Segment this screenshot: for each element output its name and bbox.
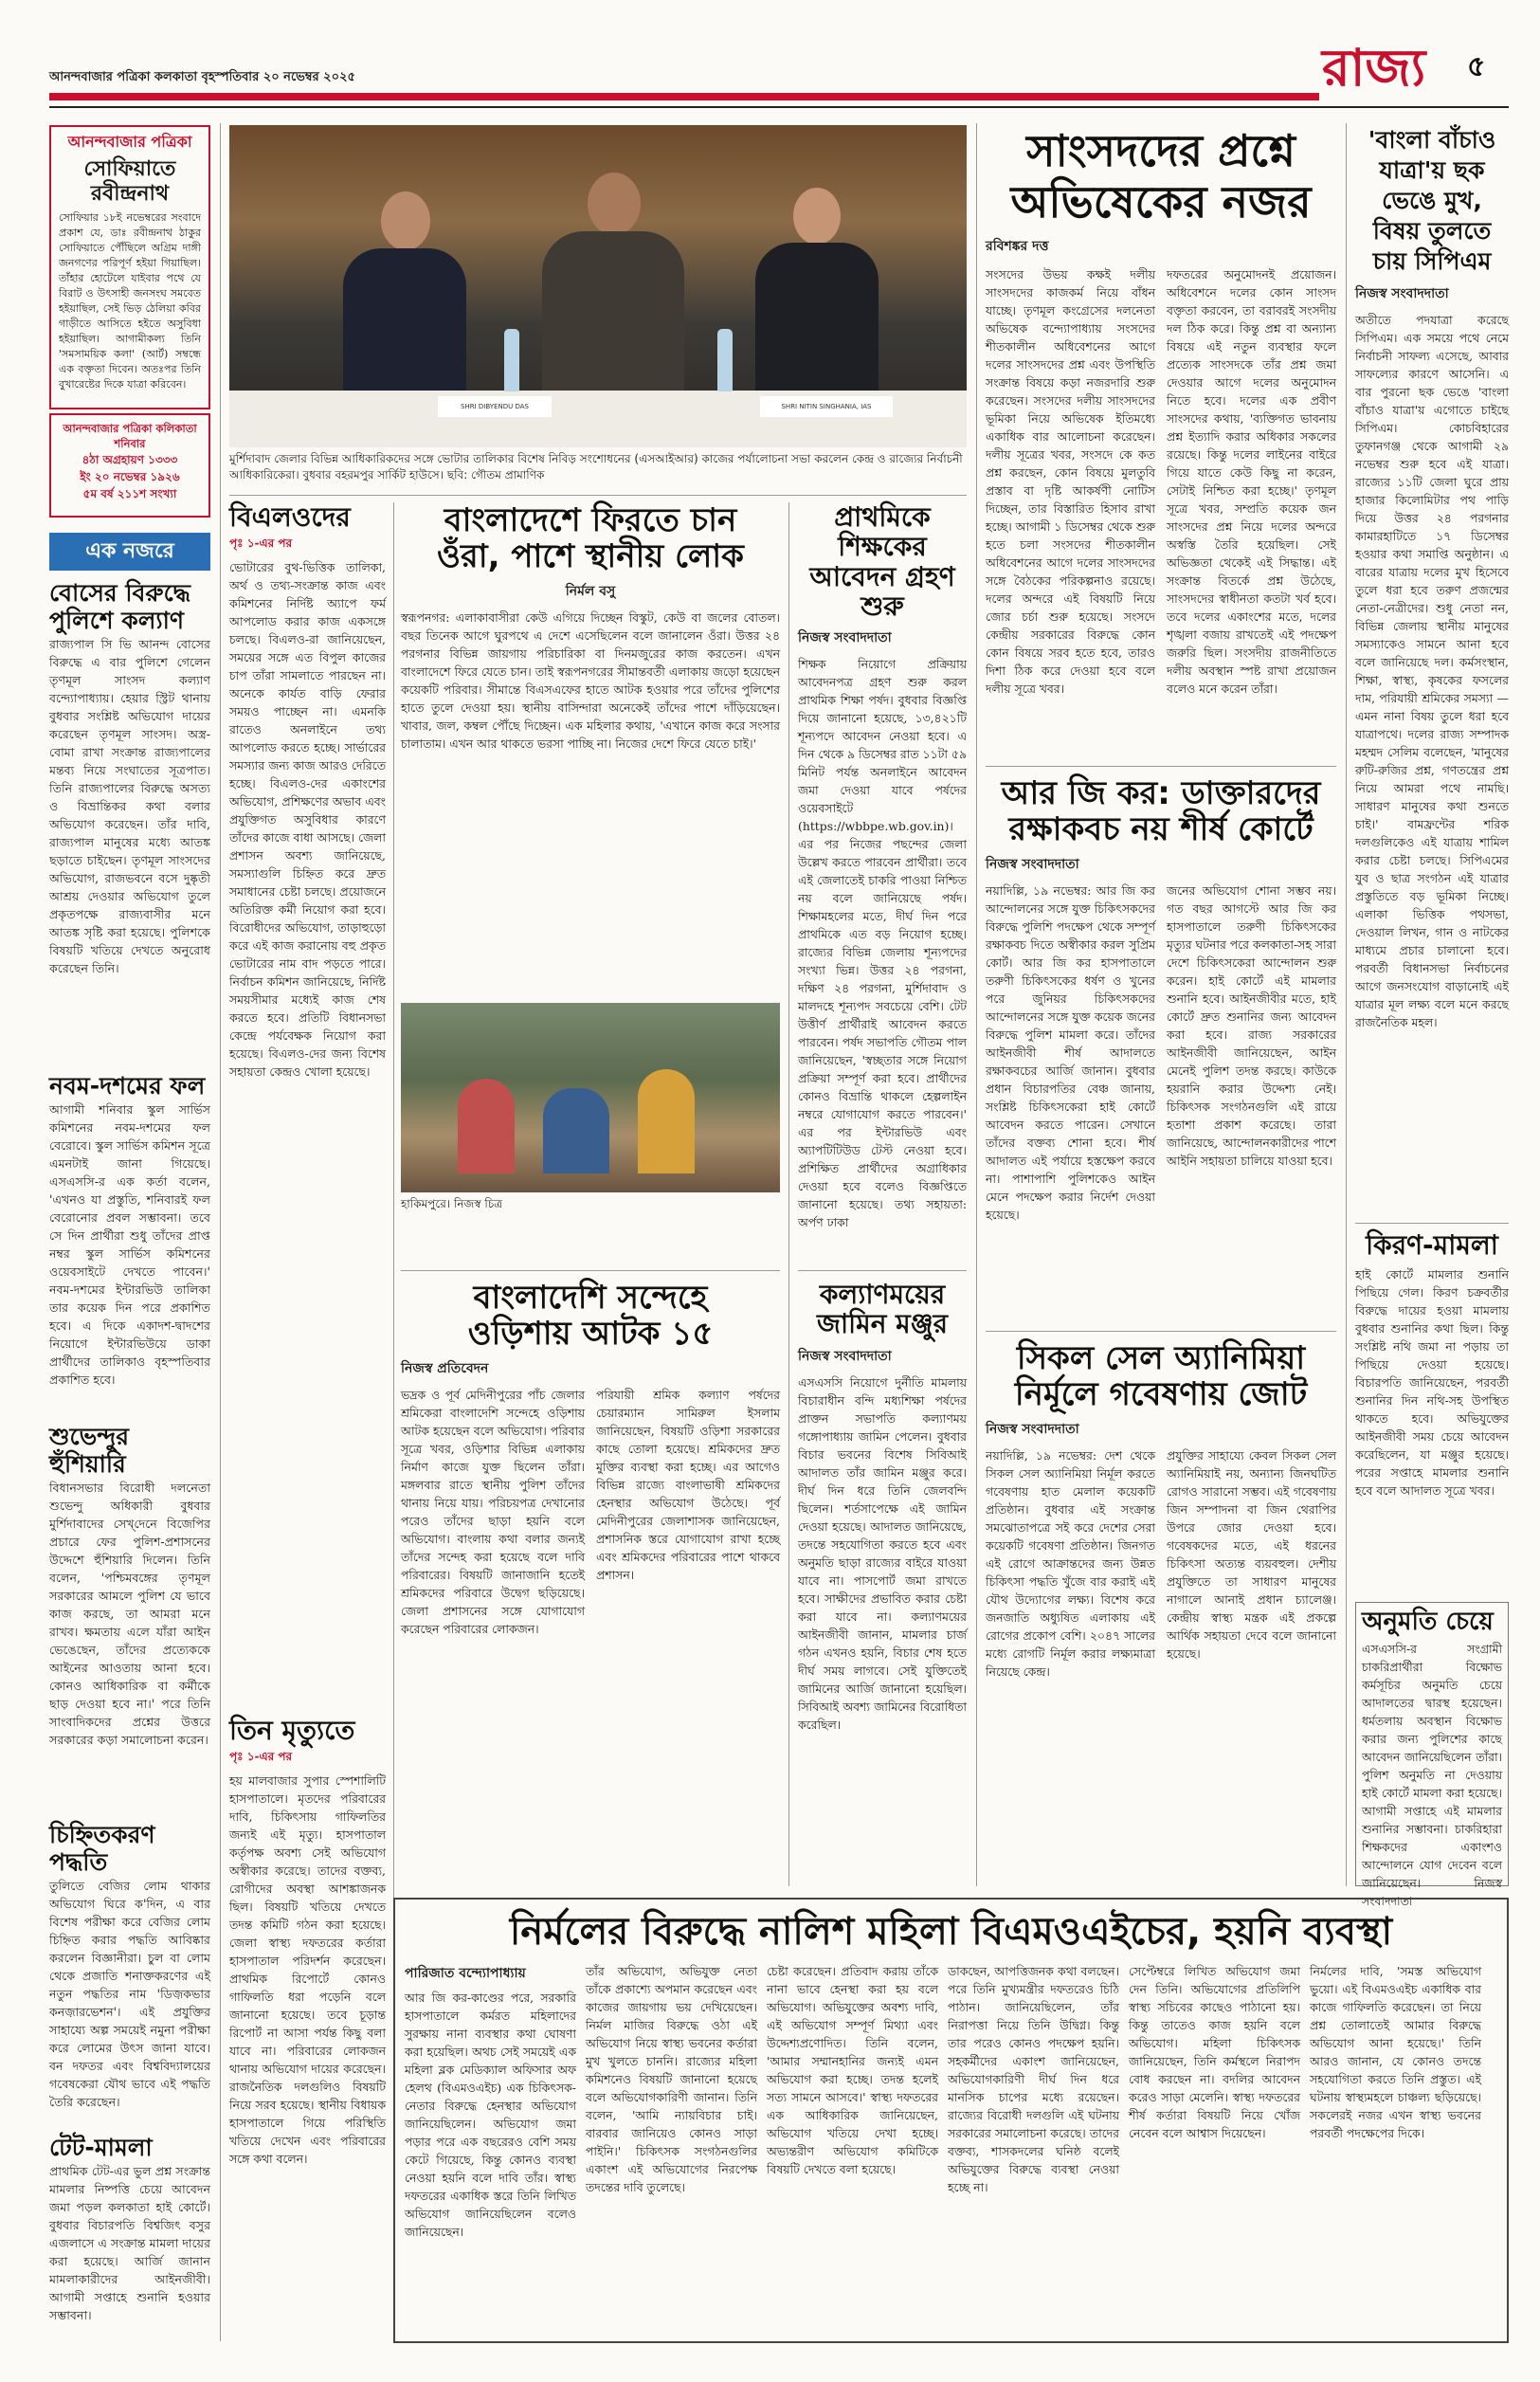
story-rg-kar <box>986 775 1336 1325</box>
brief-body: প্রাথমিক টেট-এর ভুল প্রশ্ন সংক্রান্ত মামলার নিষ্পত্তি চেয়ে আবেদন জমা পড়ল কলকাতা হাই কোর্টে। বুধবার বিচারপতি বিশ্বজিৎ বসুর এজলাসে এ সংক্রান্ত মামলা দায়ের করা হয়েছে। আর্জি জানান মামলাকারীদের আইনজীবী। আগামী সপ্তাহে শুনানি হওয়ার সম্ভাবনা। <box>49 2163 210 2322</box>
story-odisha <box>401 1280 780 1886</box>
story-divider <box>1355 1223 1509 1224</box>
story-headline: সাংসদদের প্রশ্নে <box>1026 125 1295 176</box>
story-kalyanmoy <box>798 1280 967 1886</box>
story-byline: নির্মল বসু <box>565 584 616 600</box>
jump-tag: পৃঃ ১-এর পর <box>229 1750 293 1764</box>
person-center <box>542 173 684 409</box>
list-item <box>49 1424 210 1822</box>
list-item <box>49 2135 210 2343</box>
story-headline: নির্মূলে গবেষণায় জোট <box>1014 1375 1308 1414</box>
brief-body: রাজ্যপাল সি ভি আনন্দ বোসের বিরুদ্ধে এ বার পুলিশে গেলেন তৃণমূল সাংসদ কল্যাণ বন্দ্যোপাধ্যায়। হেয়ার স্ট্রিট থানায় বুধবার সংশ্লিষ্ট অভিযোগ দায়ের করেছেন তৃণমূল সাংসদ। অস্ত্র-বোমা রাখা সংক্রান্ত রাজ্যপালের মন্তব্য নিয়ে সংঘাতের সূত্রপাত। তিনি রাজ্যপালের বিরুদ্ধে অসত্য ও বিভ্রান্তিকর কথা বলার অভিযোগ করেছেন। তাঁর দাবি, রাজ্যপাল মানুষের মধ্যে আতঙ্ক ছড়াতে চাইছেন। তৃণমূল সাংসদের অভিযোগ, রাজভবনে বসে দুষ্কৃতী আশ্রয় দেওয়ার অভিযোগ তুলে প্রকৃতপক্ষে রাজ্যবাসীর মনে আতঙ্ক সৃষ্টি করা হয়েছে। পুলিশকে বিষয়টি খতিয়ে দেখতে অনুরোধ করেছেন তিনি। <box>49 636 210 975</box>
story-headline: সিকল সেল অ্যানিমিয়া <box>1016 1339 1306 1377</box>
story-headline: ওঁরা, পাশে স্থানীয় লোক <box>437 537 744 576</box>
story-prathomik <box>798 502 967 1355</box>
story-body: এসএসসি-র সংগ্রামী চাকরিপ্রার্থীরা বিক্ষোভ কর্মসূচির অনুমতি চেয়ে আদালতের দ্বারস্থ হয়েছেন। ধর্মতলায় অবস্থান বিক্ষোভ করার জন্য পুলিশের কাছে আবেদন জানিয়েছিলেন তাঁরা। পুলিশ অনুমতি না দেওয়ায় হাই কোর্টে মামলা করা হয়েছে। আগামী সপ্তাহে এই মামলার শুনানির সম্ভাবনা। চাকরিহারা শিক্ষকদের একাংশও আন্দোলনে যোগ দেবেন বলে জানিয়েছেন। নিজস্ব সংবাদদাতা <box>1362 1642 1502 1909</box>
brief-body: আগামী শনিবার স্কুল সার্ভিস কমিশনের নবম-দশমের ফল বেরোবে। স্কুল সার্ভিস কমিশন সূত্রে এমনটাই জানা গিয়েছে। এসএসসি-র এক কর্তা বলেন, 'এখনও যা প্রস্তুতি, শনিবারই ফল বেরোনোর প্রবল সম্ভাবনা। তবে সে দিন প্রার্থীরা শুধু তাঁদের প্রাপ্ত নম্বর স্কুল সার্ভিস কমিশনের ওয়েবসাইটে দেখতে পাবেন।' নবম-দশমের ইন্টারভিউ তালিকা তার কয়েক দিন পরে প্রকাশিত হবে। এ দিকে একাদশ-দ্বাদশের নিয়োগে ইন্টারভিউয়ে ডাকা প্রার্থীদের তালিকাও বৃহস্পতিবার প্রকাশিত হবে। <box>49 1101 210 1387</box>
story-body: পরিযায়ী শ্রমিক কল্যাণ পর্ষদের চেয়ারম্যান সামিরুল ইসলাম জানিয়েছেন, বিষয়টি ওড়িশা সরকারের কাছে তোলা হয়েছে। শ্রমিকদের দ্রুত মুক্তির ব্যবস্থা করা হচ্ছে। এর আগেও বিভিন্ন রাজ্যে বাংলাভাষী শ্রমিকদের হেনস্থার অভিযোগ উঠেছে। পূর্ব মেদিনীপুরের জেলাশাসক জানিয়েছেন, প্রশাসনিক স্তরে যোগাযোগ রাখা হচ্ছে এবং শ্রমিকদের পরিবারের পাশে থাকবে প্রশাসন। <box>596 1388 780 1583</box>
masthead-rule <box>49 106 1509 108</box>
story-byline: নিজস্ব সংবাদদাতা <box>986 1422 1079 1438</box>
story-bangladesh <box>401 502 780 1242</box>
brief-headline: বোসের বিরুদ্ধে পুলিশে কল্যাণ <box>49 579 190 634</box>
story-divider <box>986 766 1336 767</box>
border-photo <box>401 1003 780 1192</box>
story-headline: রক্ষাকবচ নয় শীর্ষ কোর্টে <box>1008 810 1314 849</box>
brief-body: তুলিতে বেজির লোম থাকার অভিযোগ ঘিরে ক'দিন, এ বার বিশেষ পরীক্ষা করে বেজির লোম চিহ্নিত করার পদ্ধতি আবিষ্কার করলেন বিজ্ঞানীরা। চুল বা লোম থেকে প্রজাতি শনাক্তকরণের এই নতুন পদ্ধতির নাম 'ডিজ়কভার কনজ়ারভেশন'। এই প্রযুক্তির সাহায্যে অল্প সময়েই নমুনা পরীক্ষা করে লোমের উৎস জানা যাবে। বন দফতর এবং বিশ্ববিদ্যালয়ের গবেষকেরা যৌথ ভাবে এই পদ্ধতি তৈরি করেছেন। <box>49 1878 210 2109</box>
story-tin-mrittu <box>229 1716 386 2284</box>
story-headline: বিএলওদের <box>229 501 351 533</box>
story-sansad <box>986 125 1336 751</box>
story-body: নয়াদিল্লি, ১৯ নভেম্বর: আর জি কর আন্দোলনের সঙ্গে যুক্ত চিকিৎসকদের বিরুদ্ধে পুলিশি পদক্ষেপ থেকে সম্পূর্ণ রক্ষাকবচ দিতে অস্বীকার করল সুপ্রিম কোর্ট। আর জি কর হাসপাতালে তরুণী চিকিৎসকের ধর্ষণ ও খুনের পরে জুনিয়র চিকিৎসকদের আন্দোলনের সঙ্গে যুক্ত কয়েক জনের বিরুদ্ধে পুলিশ মামলা করে। তাঁদের আইনজীবী শীর্ষ আদালতে রক্ষাকবচের আর্জি জানান। বুধবার প্রধান বিচারপতির বেঞ্চ জানায়, সংশ্লিষ্ট চিকিৎসকেরা হাই কোর্টে আবেদন করতে পারেন। সেখানে তাঁদের বক্তব্য শোনা হবে। শীর্ষ আদালত এই পর্যায়ে হস্তক্ষেপ করবে না। পাশাপাশি পুলিশকেও আইন মেনে পদক্ষেপ করার নির্দেশ দেওয়া হয়েছে। <box>986 883 1155 1223</box>
story-headline: তিন মৃত্যুতে <box>229 1715 355 1746</box>
story-bangla-bachao <box>1355 125 1509 1215</box>
name-card: SHRI NITIN SINGHANIA, IAS <box>760 396 893 417</box>
story-body: তাঁর অভিযোগ, অভিযুক্ত নেতা তাঁকে প্রকাশ্যে অপমান করেছেন এবং কাজের জায়গায় ভয় দেখিয়েছেন। নির্মল মাজির বিরুদ্ধে ওঠা এই অভিযোগ নিয়ে স্বাস্থ্য ভবনের কর্তারা মুখ খুলতে চাননি। রাজ্যের মহিলা কমিশনেও বিষয়টি জানানো হয়েছে বলে অভিযোগকারিণী জানান। তিনি বলেন, 'আমি ন্যায়বিচার চাই। বারবার জানিয়েও কোনও সাড়া পাইনি।' চিকিৎসক সংগঠনগুলির একাংশ এই অভিযোগের নিরপেক্ষ তদন্তের দাবি তুলেছে। <box>586 1964 757 2194</box>
photo-divider <box>229 495 967 496</box>
story-byline: নিজস্ব সংবাদদাতা <box>986 857 1079 873</box>
promo-date-1: ৪ঠা অগ্রহায়ণ ১৩৩৩ <box>82 453 178 466</box>
story-bielo <box>229 502 386 1716</box>
story-byline: রবিশঙ্কর দত্ত <box>986 239 1049 254</box>
person-right <box>755 188 879 409</box>
story-headline: বাংলাদেশে ফিরতে চান <box>444 501 737 539</box>
promo-body: সোফিয়ার ১৮ই নভেম্বরের সংবাদে প্রকাশ যে, ডাঃ রবীন্দ্রনাথ ঠাকুর সোফিয়াতে পৌঁছিলে অগ্রিম দাঙ্গী জনগণের পরিপূর্ণ হইয়া গিয়াছিল। তাঁহার হোটেলে যাইবার পথে যে বিরাট ও উৎসাহী জনসংঘ সমবেত হইয়াছিল, সেই ভিড় ঠেলিয়া কবির গাড়ীতে আসিতে হইতে অসুবিধা হইয়াছিল। আগামীকল্য তিনি 'সমসাময়িক কলা' (আর্ট) সম্বন্ধে এক বক্তৃতা দিবেন। অতঃপর তিনি বুখারেষ্টের দিকে যাত্রা করিবেন। <box>59 211 201 391</box>
story-kiran <box>1355 1230 1509 1591</box>
water-bottle-icon <box>504 329 519 391</box>
story-body: হাই কোর্টে মামলার শুনানি পিছিয়ে গেল। কিরণ চক্রবর্তীর বিরুদ্ধে দায়ের হওয়া মামলায় বুধবার শুনানির কথা ছিল। কিন্তু সংশ্লিষ্ট নথি জমা না পড়ায় তা পিছিয়ে দেওয়া হয়েছে। বিচারপতি জানিয়েছেন, পরবর্তী শুনানির দিন নথি-সহ উপস্থিত থাকতে হবে। অভিযুক্তের আইনজীবী সময় চেয়ে আবেদন করেছিলেন, যা মঞ্জুর হয়েছে। পরের সপ্তাহে মামলার শুনানি হবে বলে আদালত সূত্রে খবর। <box>1355 1267 1509 1499</box>
story-body: দফতরের অনুমোদনই প্রয়োজন। অধিবেশনে দলের কোন সাংসদ বক্তৃতা করবেন, তা বরাবরই সংসদীয় দল ঠিক করে। কিন্তু প্রশ্ন বা অন্যান্য বিষয়ে এই নতুন ব্যবস্থার ফলে প্রত্যেক সাংসদকে তাঁর প্রশ্ন জমা দেওয়ার আগে দলের অনুমোদন নিতে হবে। দলের এক প্রবীণ সাংসদের কথায়, 'ব্যক্তিগত ভাবনায় প্রশ্ন ইত্যাদি করার অধিকার সকলের রয়েছে। কিন্তু দলের লাইনের বাইরে গিয়ে যাতে কেউ কিছু না করেন, সেটাই নিশ্চিত করা হচ্ছে।' তৃণমূল সূত্রে খবর, সম্প্রতি কয়েক জন সাংসদের প্রশ্ন নিয়ে দলের অন্দরে অস্বস্তি তৈরি হয়েছিল। সেই অভিজ্ঞতা থেকেই এই সিদ্ধান্ত। এই সংক্রান্ত বিতর্কে প্রশ্ন উঠেছে, সাংসদদের স্বাধীনতা কতটা খর্ব হবে। তবে দলের একাংশের মতে, দলের শৃঙ্খলা বজায় রাখতেই এই পদক্ষেপ জরুরি ছিল। সংসদীয় রাজনীতিতে দলীয় অবস্থান স্পষ্ট রাখা প্রয়োজন বলেও মনে করেন তাঁরা। <box>1167 267 1336 696</box>
story-headline: কিরণ-মামলা <box>1366 1229 1498 1261</box>
story-byline: নিজস্ব সংবাদদাতা <box>798 1348 892 1364</box>
story-body: জনের অভিযোগ শোনা সম্ভব নয়। গত বছর আগস্টে আর জি কর হাসপাতালে তরুণী চিকিৎসকের মৃত্যুর ঘটনার পরে কলকাতা-সহ সারা দেশে চিকিৎসকেরা আন্দোলন শুরু করেন। হাই কোর্টে এই মামলার শুনানি হবে। আইনজীবীর মতে, হাই কোর্টে দ্রুত শুনানির জন্য আবেদন করা হবে। রাজ্য সরকারের আইনজীবী জানিয়েছেন, আইন মেনেই পুলিশ তদন্ত করছে। কাউকে হয়রানি করার উদ্দেশ্য নেই। চিকিৎসক সংগঠনগুলি এই রায়ে হতাশা প্রকাশ করেছে। তারা জানিয়েছে, আন্দোলনকারীদের পাশে আইনি সহায়তা চালিয়ে যাওয়া হবে। <box>1167 883 1336 1169</box>
story-body: সংসদের উভয় কক্ষই দলীয় সাংসদদের কাজকর্ম নিয়ে বাঁধন যাচ্ছে। তৃণমূল কংগ্রেসের দলনেতা অভিষেক বন্দ্যোপাধ্যায় সংসদের শীতকালীন অধিবেশনের আগে দলের সাংসদদের প্রশ্ন এবং উপস্থিতি সংক্রান্ত বিষয়ে কড়া নজরদারি শুরু করেছেন। সংসদের দলীয় সাংসদদের ভূমিকা নিয়ে অভিষেক ইতিমধ্যে একাধিক বার আলোচনা করেছেন। দলীয় সূত্রের খবর, সংসদে কে কত প্রশ্ন করছেন, কোন বিষয়ে মুলতুবি প্রস্তাব বা দৃষ্টি আকর্ষণী নোটিস দিচ্ছেন, তার বিস্তারিত হিসাব রাখা হচ্ছে। আগামী ১ ডিসেম্বর থেকে শুরু হতে চলা সংসদের শীতকালীন অধিবেশনের আগে দলের সাংসদদের সঙ্গে বৈঠকের পরিকল্পনাও রয়েছে। দলের অন্দরে এই বিষয়টি নিয়ে জোর চর্চা শুরু হয়েছে। সংসদে কেন্দ্রীয় সরকারের বিরুদ্ধে কোন কোন বিষয়ে সরব হতে হবে, তারও দিশা ঠিক করে দেওয়া হবে বলে দলীয় সূত্রে খবর। <box>986 267 1155 696</box>
person-left <box>343 191 466 409</box>
story-headline: অনুমতি চেয়ে <box>1362 1608 1494 1636</box>
ek-najare-title: এক নজরে <box>49 533 210 571</box>
story-headline: আর জি কর: ডাক্তারদের <box>1001 774 1321 812</box>
section-title: রাজ্য <box>1322 38 1426 98</box>
story-byline: নিজস্ব প্রতিবেদন <box>401 1361 489 1377</box>
photo-caption: মুর্শিদাবাদ জেলার বিভিন্ন আধিকারিকদের সঙ্গে ভোটার তালিকার বিশেষ নিবিড় সংশোধনের (এসআইআর) কাজের পর্যালোচনা সভা করলেন কেন্দ্র ও রাজ্যের নির্বাচনী আধিকারিকেরা। বুধবার বহরমপুর সার্কিট হাউসে। ছবি: গৌতম প্রামাণিক <box>229 452 963 482</box>
story-byline: পারিজাত বন্দ্যোপাধ্যায় <box>405 1966 526 1981</box>
list-item <box>49 1822 210 2135</box>
jump-tag: পৃঃ ১-এর পর <box>229 536 293 551</box>
story-body: আর জি কর-কাণ্ডের পরে, সরকারি হাসপাতালে কর্মরত মহিলাদের সুরক্ষায় নানা ব্যবস্থার কথা ঘোষণা করা হয়েছিল। অথচ সেই সময়েই এক মহিলা ব্লক মেডিক্যাল অফিসার অফ হেলথ (বিএমওএইচ) এক চিকিৎসক-নেতার বিরুদ্ধে হেনস্থার অভিযোগ জানিয়েছিলেন। অভিযোগ জমা পড়ার পরে এক বছরেরও বেশি সময় কেটে গিয়েছে, কিন্তু কোনও ব্যবস্থা নেওয়া হয়নি বলে দাবি তাঁর। স্বাস্থ্য দফতরের একাধিক স্তরে তিনি লিখিত অভিযোগ জানিয়েছিলেন বলেও জানিয়েছেন। <box>405 1991 576 2239</box>
story-body: চেষ্টা করেছেন। প্রতিবাদ করায় তাঁকে নানা ভাবে হেনস্থা করা হয় বলে অভিযোগ। অভিযুক্তের অবশ্য দাবি, এই অভিযোগ সম্পূর্ণ মিথ্যা এবং উদ্দেশ্যপ্রণোদিত। তিনি বলেন, 'আমার সম্মানহানির জন্যই এমন অভিযোগ করা হচ্ছে। তদন্ত হলেই সত্য সামনে আসবে।' স্বাস্থ্য দফতরের এক আধিকারিক জানিয়েছেন, অভিযোগ খতিয়ে দেখা হচ্ছে। অভ্যন্তরীণ অভিযোগ কমিটিকে বিষয়টি দেখতে বলা হয়েছে। <box>767 1964 938 2176</box>
column-divider <box>1346 123 1347 1886</box>
page-number: ৫ <box>1467 50 1486 83</box>
water-bottle-icon <box>717 329 733 391</box>
column-divider <box>788 502 789 1886</box>
list-item <box>49 580 210 1073</box>
story-body: ডাকছেন, আপত্তিজনক কথা বলছেন। পরে তিনি মুখ্যমন্ত্রীর দফতরেও চিঠি পাঠান। জানিয়েছিলেন, তাঁর নিরাপত্তা নিয়ে তিনি উদ্বিগ্ন। কিন্তু তার পরেও কোনও পদক্ষেপ হয়নি। সহকর্মীদের একাংশ জানিয়েছেন, অভিযোগকারিণী দীর্ঘ দিন ধরে মানসিক চাপের মধ্যে রয়েছেন। রাজ্যের বিরোধী দলগুলি এই ঘটনায় সরকারের সমালোচনা করেছে। তাদের বক্তব্য, শাসকদলের ঘনিষ্ঠ বলেই অভিযুক্তের বিরুদ্ধে ব্যবস্থা নেওয়া হচ্ছে না। <box>948 1964 1119 2194</box>
story-body: এসএসসি নিয়োগে দুর্নীতি মামলায় বিচারাধীন বন্দি মধ্যশিক্ষা পর্ষদের প্রাক্তন সভাপতি কল্যাণময় গঙ্গোপাধ্যায় জামিন পেলেন। বুধবার বিচার ভবনের বিশেষ সিবিআই আদালত তাঁর জামিন মঞ্জুর করে। দীর্ঘ দিন ধরে তিনি জেলবন্দি ছিলেন। শর্তসাপেক্ষে এই জামিন দেওয়া হয়েছে। আদালত জানিয়েছে, তদন্তে সহযোগিতা করতে হবে এবং অনুমতি ছাড়া রাজ্যের বাইরে যাওয়া যাবে না। পাসপোর্ট জমা রাখতে হবে। সাক্ষীদের প্রভাবিত করার চেষ্টা করা যাবে না। কল্যাণময়ের আইনজীবী জানান, মামলার চার্জ গঠন এখনও হয়নি, বিচার শেষ হতে দীর্ঘ সময় লাগবে। সেই যুক্তিতেই জামিনের আর্জি জানানো হয়েছিল। সিবিআই অবশ্য জামিনের বিরোধিতা করেছিল। <box>798 1374 967 1732</box>
promo-date-2: ইং ২০ নভেম্বর ১৯২৬ <box>80 470 180 483</box>
promo-paper-name: আনন্দবাজার পত্রিকা <box>67 133 192 151</box>
story-sickle <box>986 1340 1336 1890</box>
story-headline: ওড়িশায় আটক ১৫ <box>467 1315 714 1354</box>
brief-headline: নবম-দশমের ফল <box>49 1072 206 1100</box>
brief-body: বিধানসভার বিরোধী দলনেতা শুভেন্দু অধিকারী বুধবার মুর্শিদাবাদের সেখ্‌দেনে বিজেপির প্রচারে ফের পুলিশ-প্রশাসনের উদ্দেশে হুঁশিয়ারি দিলেন। তিনি বলেন, 'পশ্চিমবঙ্গের তৃণমূল সরকারের আমলে পুলিশ যে ভাবে কাজ করছে, তা আমরা মনে রাখব। ক্ষমতায় এলে যাঁরা আইন ভেঙেছেন, তাঁদের প্রত্যেককে আইনের আওতায় আনা হবে। কোনও আধিকারিক বা কর্মীকে ছাড় দেওয়া হবে না।' পরে তিনি সাংবাদিকদের প্রশ্নের উত্তরে সরকারের কড়া সমালোচনা করেন। <box>49 1480 210 1747</box>
section-red-band <box>49 93 1319 100</box>
story-body: নয়াদিল্লি, ১৯ নভেম্বর: দেশ থেকে সিকল সেল অ্যানিমিয়া নির্মূল করতে গবেষণায় হাত মেলাল কয়েকটি প্রতিষ্ঠান। বুধবার এই সংক্রান্ত সমঝোতাপত্রে সই করে দেশের সেরা কয়েকটি গবেষণা প্রতিষ্ঠান। জিনগত এই রোগে আক্রান্তদের জন্য উন্নত চিকিৎসা পদ্ধতি খুঁজে বার করাই এই যৌথ উদ্যোগের লক্ষ্য। বিশেষ করে জনজাতি অধ্যুষিত এলাকায় এই রোগের প্রকোপ বেশি। ২০৪৭ সালের মধ্যে রোগটি নির্মূল করার লক্ষ্যমাত্রা নিয়েছে কেন্দ্র। <box>986 1448 1155 1680</box>
meeting-photo <box>229 125 967 447</box>
promo-headline: সোফিয়াতে রবীন্দ্রনাথ <box>83 157 176 206</box>
brief-headline: চিহ্নিতকরণ পদ্ধতি <box>49 1821 155 1876</box>
story-body: ভোটারের বুথ-ভিত্তিক তালিকা, অর্থ ও তথ্য-সংক্রান্ত কাজ এবং কমিশনের নির্দিষ্ট অ্যাপে ফর্ম আপলোড করার কাজ একসঙ্গে চলছে। বিএলও-রা জানিয়েছেন, সময়ের সঙ্গে এত বিপুল কাজের চাপ তাঁরা সামলাতে পারছেন না। অনেকে কার্যত বাড়ি ফেরার সময়ও পাচ্ছেন না। এমনকি রাতেও অনলাইনে তথ্য আপলোড করতে হচ্ছে। সার্ভারের সমস্যার জন্য কাজ আরও দেরিতে হচ্ছে। বিএলও-দের একাংশের অভিযোগ, প্রশিক্ষণের অভাব এবং প্রযুক্তিগত অসুবিধার কারণে তাঁদের কাজে বাধা আসছে। জেলা প্রশাসন অবশ্য জানিয়েছে, সমস্যাগুলি চিহ্নিত করে দ্রুত সমাধানের চেষ্টা চলছে। প্রয়োজনে অতিরিক্ত কর্মী নিয়োগ করা হবে। বিরোধীদের অভিযোগ, তাড়াহুড়ো করে এই কাজ করানোয় বহু প্রকৃত ভোটারের নাম বাদ পড়তে পারে। নির্বাচন কমিশন জানিয়েছে, নির্দিষ্ট সময়সীমার মধ্যেই কাজ শেষ করতে হবে। প্রতিটি বিধানসভা কেন্দ্রে পর্যবেক্ষক নিয়োগ করা হয়েছে। বিএলও-দের জন্য বিশেষ সহায়তা কেন্দ্রও খোলা হয়েছে। <box>229 560 386 1080</box>
story-divider <box>986 1331 1336 1332</box>
masthead <box>0 0 1540 114</box>
story-body: নির্মলের দাবি, 'সমস্ত অভিযোগ ভুয়ো। এই বিএমওএইচ একাধিক বার কাজে গাফিলতি করেছেন। তা নিয়ে প্রশ্ন তোলাতেই আমার বিরুদ্ধে অভিযোগ আনা হয়েছে।' তিনি আরও জানান, যে কোনও তদন্তে সহযোগিতা করতে তিনি প্রস্তুত। এই ঘটনায় স্বাস্থ্যমহলে চাঞ্চল্য ছড়িয়েছে। সকলেরই নজর এখন স্বাস্থ্য ভবনের পরবর্তী পদক্ষেপের দিকে। <box>1310 1964 1481 2140</box>
date-line: আনন্দবাজার পত্রিকা কলকাতা বৃহস্পতিবার ২০ নভেম্বর ২০২৫ <box>49 70 355 84</box>
story-headline: বাংলাদেশি সন্দেহে <box>473 1279 708 1317</box>
story-byline: নিজস্ব সংবাদদাতা <box>798 630 892 646</box>
story-body: শিক্ষক নিয়োগে প্রক্রিয়ায় আবেদনপত্র গ্রহণ শুরু করল প্রাথমিক শিক্ষা পর্ষদ। বুধবার বিজ্ঞপ্তি দিয়ে জানানো হয়েছে, ১৩,৪২১টি শূন্যপদে আবেদন নেওয়া হবে। এ দিন থেকে ৯ ডিসেম্বর রাত ১১টা ৫৯ মিনিট পর্যন্ত অনলাইনে আবেদন জমা দেওয়া যাবে পর্ষদের ওয়েবসাইটে (https://wbbpe.wb.gov.in)। এর পর নিজের পছন্দের জেলা উল্লেখ করতে পারবেন প্রার্থীরা। তবে এই জেলাতেই চাকরি পাওয়া নিশ্চিত নয় বলে জানিয়েছে পর্ষদ। শিক্ষামহলের মতে, দীর্ঘ দিন পরে প্রাথমিকে এত বড় নিয়োগ হচ্ছে। রাজ্যের বিভিন্ন জেলায় শূন্যপদের সংখ্যা ভিন্ন। উত্তর ২৪ পরগনা, দক্ষিণ ২৪ পরগনা, মুর্শিদাবাদ ও মালদহে শূন্যপদ সবচেয়ে বেশি। টেট উত্তীর্ণ প্রার্থীরাই আবেদন করতে পারবেন। পর্ষদ সভাপতি গৌতম পাল জানিয়েছেন, 'স্বচ্ছতার সঙ্গে নিয়োগ প্রক্রিয়া সম্পূর্ণ করা হবে। প্রার্থীদের কোনও বিভ্রান্তি থাকলে হেল্পলাইন নম্বরে যোগাযোগ করতে পারবেন।' এর পর ইন্টারভিউ এবং অ্যাপটিটিউড টেস্ট নেওয়া হবে। প্রশিক্ষিত প্রার্থীদের অগ্রাধিকার দেওয়া হবে বলেও বিজ্ঞপ্তিতে জানানো হয়েছে। তথ্য সহায়তা: অর্পণ ঢাকা <box>798 657 967 1230</box>
story-headline: 'বাংলা বাঁচাও যাত্রা'য় ছক ভেঙে মুখ, বিষয় তুলতে চায় সিপিএম <box>1368 126 1496 275</box>
column-divider <box>976 123 977 1886</box>
story-headline: কল্যাণময়ের জামিন মঞ্জুর <box>816 1279 949 1340</box>
story-body: প্রযুক্তির সাহায্যে কেবল সিকল সেল অ্যানিমিয়াই নয়, অন্যান্য জিনঘটিত রোগও সারানো সম্ভব। এই গবেষণায় জিন সম্পাদনা বা জিন থেরাপির উপরে জোর দেওয়া হবে। গবেষকদের মতে, এই ধরনের চিকিৎসা অত্যন্ত ব্যয়বহুল। দেশীয় প্রযুক্তিতে তা সাধারণ মানুষের নাগালে আনাই প্রধান চ্যালেঞ্জ। কেন্দ্রীয় স্বাস্থ্য মন্ত্রক এই প্রকল্পে আর্থিক সহায়তা দেবে বলে জানানো হয়েছে। <box>1167 1448 1336 1662</box>
story-body: হয় মালবাজার সুপার স্পেশালিটি হাসপাতালে। মৃতদের পরিবারের দাবি, চিকিৎসায় গাফিলতির জন্যই এই মৃত্যু। হাসপাতাল কর্তৃপক্ষ অবশ্য সেই অভিযোগ অস্বীকার করেছে। তাদের বক্তব্য, রোগীদের অবস্থা আশঙ্কাজনক ছিল। বিষয়টি খতিয়ে দেখতে তদন্ত কমিটি গঠন করা হয়েছে। জেলা স্বাস্থ্য দফতরের কর্তারা হাসপাতাল পরিদর্শন করেছেন। প্রাথমিক রিপোর্টে কোনও গাফিলতি ধরা পড়েনি বলে জানানো হয়েছে। তবে চূড়ান্ত রিপোর্ট না আসা পর্যন্ত কিছু বলা যাবে না। পরিবারের লোকজন থানায় অভিযোগ দায়ের করেছেন। রাজনৈতিক দলগুলিও বিষয়টি নিয়ে সরব হয়েছে। স্থানীয় বিধায়ক হাসপাতালে গিয়ে পরিস্থিতি খতিয়ে দেখেন এবং পরিবারের সঙ্গে কথা বলেন। <box>229 1773 386 2167</box>
story-headline: প্রাথমিকে শিক্ষকের আবেদন গ্রহণ শুরু <box>809 501 955 623</box>
list-item <box>49 1073 210 1424</box>
brief-headline: শুভেন্দুর হুঁশিয়ারি <box>49 1423 130 1478</box>
story-divider <box>401 1270 780 1271</box>
promo-date-title: আনন্দবাজার পত্রিকা কলিকাতা শনিবার <box>63 422 197 450</box>
photo-caption: হাকিমপুরে। নিজস্ব চিত্র <box>401 1197 503 1211</box>
story-bottom <box>393 1898 1509 2343</box>
promo-box <box>49 125 210 409</box>
story-body: স্বরূপনগর: এলাকাবাসীরা কেউ এগিয়ে দিচ্ছেন বিস্কুট, কেউ বা জলের বোতল। বছর তিনেক আগে ঘুরপথে এ দেশে এসেছিলেন বলে জানালেন ওঁরা। উত্তর ২৪ পরগনার বিভিন্ন জায়গায় পরিচারিকা বা দিনমজুরের কাজ করতেন। এখন বাংলাদেশে ফিরে যেতে চান। তাই স্বরূপনগরের সীমান্তবর্তী এলাকায় জড়ো হয়েছেন কয়েকটি পরিবার। সীমান্তে বিএসএফের হাতে আটক হওয়ার পরে তাঁদের পুলিশের হাতে তুলে দেওয়া হয়। স্থানীয় বাসিন্দারা অনেকেই তাঁদের পাশে দাঁড়িয়েছেন। খাবার, জল, কম্বল পৌঁছে দিচ্ছেন। এক মহিলার কথায়, 'এখানে কাজ করে সংসার চালাতাম। এখন আর থাকতে ভরসা পাচ্ছি না। নিজের দেশে ফিরে যেতে চাই।' <box>401 610 780 752</box>
column-divider <box>220 123 221 2341</box>
promo-date-box <box>49 413 210 518</box>
name-card: SHRI DIBYENDU DAS <box>438 396 552 417</box>
story-anumati <box>1355 1602 1509 1909</box>
story-divider <box>798 1270 967 1271</box>
brief-headline: টেট-মামলা <box>49 2134 153 2161</box>
story-body: ভদ্রক ও পূর্ব মেদিনীপুরের পাঁচ জেলার শ্রমিকেরা বাংলাদেশি সন্দেহে ওড়িশায় আটক হয়েছেন বলে অভিযোগ। পরিবার সূত্রে খবর, ওড়িশার বিভিন্ন এলাকায় নির্মাণ কাজে যুক্ত ছিলেন তাঁরা। মঙ্গলবার রাতে স্থানীয় পুলিশ তাঁদের থানায় নিয়ে যায়। পরিচয়পত্র দেখানোর পরেও তাঁদের ছাড়া হয়নি বলে অভিযোগ। বাংলায় কথা বলার জন্যই তাঁদের সন্দেহ করা হয়েছে বলে দাবি পরিবারের। বিষয়টি জানাজানি হতেই শ্রমিকদের পরিবারে উদ্বেগ ছড়িয়েছে। জেলা প্রশাসনের সঙ্গে যোগাযোগ করেছেন পরিবারের লোকজন। <box>401 1388 585 1637</box>
story-body: অতীতে পদযাত্রা করেছে সিপিএম। এক সময়ে পথে নেমে নির্বাচনী সাফল্য এসেছে, আবার সাফল্যের কারণে আসেনি। এ বার পুরনো ছক ভেঙে 'বাংলা বাঁচাও যাত্রা'য় এগোতে চাইছে সিপিএম। কোচবিহারের তুফানগঞ্জ থেকে আগামী ২৯ নভেম্বর শুরু হবে এই যাত্রা। রাজ্যের ১১টি জেলা ঘুরে প্রায় হাজার কিলোমিটার পথ পাড়ি দিয়ে উত্তর ২৪ পরগনার কামারহাটিতে ১৭ ডিসেম্বর হওয়ার কথা সমাপ্তি অনুষ্ঠান। এ বারের যাত্রায় দলের মুখ হিসেবে তুলে ধরা হবে তরুণ প্রজন্মের নেতা-নেত্রীদের। শুধু নেতা নন, বিভিন্ন জেলায় স্থানীয় মানুষের সমস্যাকেও সামনে আনা হবে বলে জানিয়েছে দল। কর্মসংস্থান, শিক্ষা, স্বাস্থ্য, কৃষকের ফসলের দাম, পরিযায়ী শ্রমিকের সমস্যা — এমন নানা বিষয় তুলে ধরা হবে যাত্রাপথে। দলের রাজ্য সম্পাদক মহম্মদ সেলিম বলেছেন, 'মানুষের রুটি-রুজির প্রশ্ন, গণতন্ত্রের প্রশ্ন নিয়ে আমরা পথে নামছি। সাধারণ মানুষের কথা শুনতে চাই।' বামফ্রন্টের শরিক দলগুলিকেও এই যাত্রায় শামিল করার চেষ্টা চলছে। সিপিএমের যুব ও ছাত্র সংগঠন এই যাত্রার প্রস্তুতিতে বড় ভূমিকা নিচ্ছে। এলাকা ভিত্তিক পথসভা, দেওয়াল লিখন, গান ও নাটকের মাধ্যমে প্রচার চালানো হবে। পরবর্তী বিধানসভা নির্বাচনের আগে জনসংযোগ বাড়ানোই এই যাত্রার মূল লক্ষ্য বলে মনে করছে রাজনৈতিক মহল। <box>1355 313 1509 1029</box>
story-headline: নির্মলের বিরুদ্ধে নালিশ মহিলা বিএমওএইচের, হয়নি ব্যবস্থা <box>509 1910 1393 1954</box>
story-body: সেপ্টেম্বরে লিখিত অভিযোগ জমা দেন তিনি। অভিযোগের প্রতিলিপি স্বাস্থ্য সচিবের কাছেও পাঠানো হয়। কিন্তু তাতেও কাজ হয়নি বলে অভিযোগ। মহিলা চিকিৎসক জানিয়েছেন, তিনি কর্মস্থলে নিরাপদ বোধ করছেন না। বদলির আবেদন করেও সাড়া মেলেনি। স্বাস্থ্য দফতরের শীর্ষ কর্তারা বিষয়টি নিয়ে খোঁজ নেবেন বলে আশ্বাস দিয়েছেন। <box>1129 1964 1300 2140</box>
story-headline: অভিষেকের নজর <box>1010 176 1312 227</box>
promo-date-3: ৫ম বর্ষ ২১১শ সংখ্যা <box>82 487 177 500</box>
ek-najare-list <box>49 580 210 2343</box>
story-byline: নিজস্ব সংবাদদাতা <box>1355 286 1449 301</box>
